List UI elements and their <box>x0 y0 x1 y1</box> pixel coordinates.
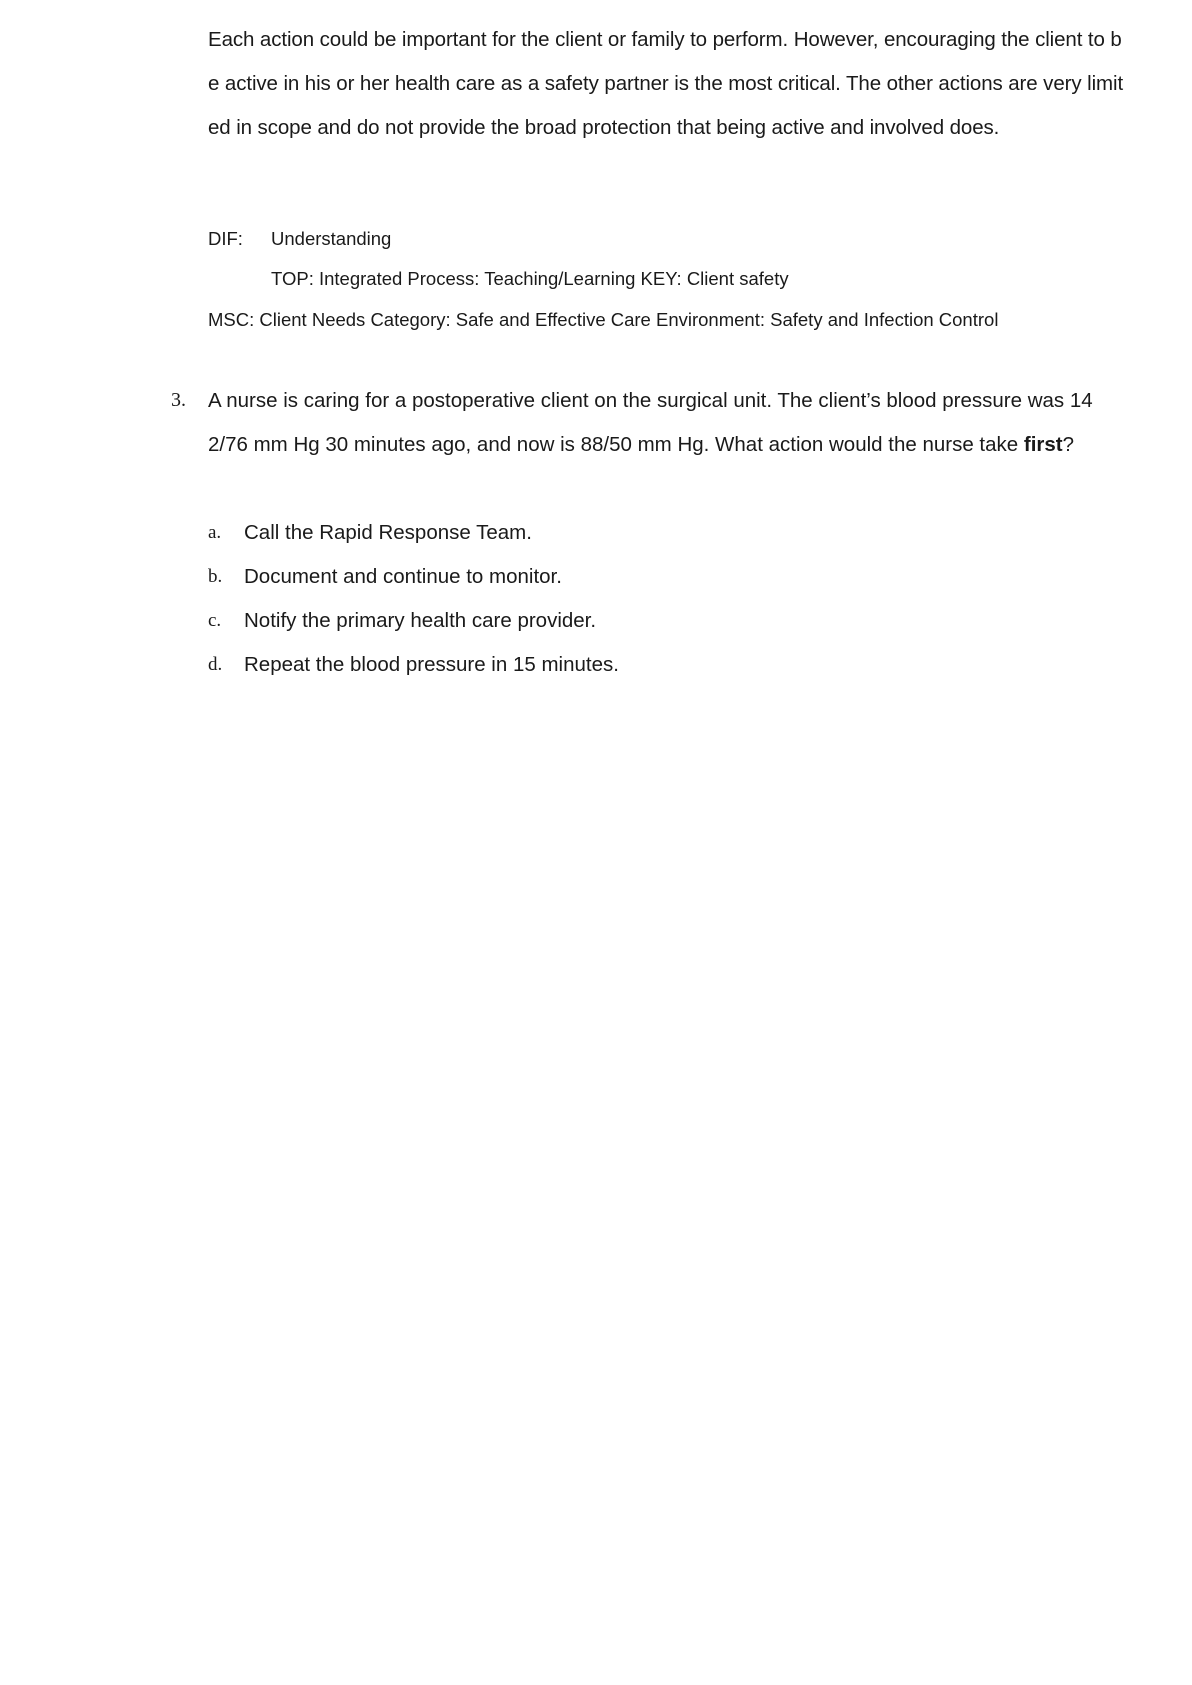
question-stem-end: ? <box>1062 433 1075 456</box>
option-letter: b. <box>208 566 223 587</box>
option-letter: d. <box>208 654 223 675</box>
option-letter: a. <box>208 522 222 543</box>
msc-line: MSC: Client Needs Category: Safe and Effective Care Environment: Safety and Infection Control <box>208 309 999 330</box>
question-number: 3. <box>171 389 186 411</box>
option-letter: c. <box>208 610 222 631</box>
question-stem-emphasis: first <box>1023 433 1063 456</box>
dif-value: Understanding <box>271 228 392 249</box>
question-stem-text: A nurse is caring for a postoperative client on the surgical unit. The client’s blood pressure was 142/76 mm Hg 30 minutes ago, and now is 88/50 mm Hg. What action would the nurse take <box>208 389 1093 456</box>
rationale-paragraph: Each action could be important for the client or family to perform. However, encouraging the client to be active in his or her health care as a safety partner is the most critical. The other actions are very limited in scope and do not provide the broad protection that being active and involved does. <box>208 28 1124 139</box>
option-text: Call the Rapid Response Team. <box>244 521 532 544</box>
option-text: Notify the primary health care provider. <box>244 609 597 632</box>
question-stem <box>208 379 1103 467</box>
dif-label: DIF: <box>208 228 243 249</box>
option-text: Repeat the blood pressure in 15 minutes. <box>244 653 619 676</box>
topic-key-line: TOP: Integrated Process: Teaching/Learning KEY: Client safety <box>271 268 789 289</box>
option-text: Document and continue to monitor. <box>244 565 562 588</box>
